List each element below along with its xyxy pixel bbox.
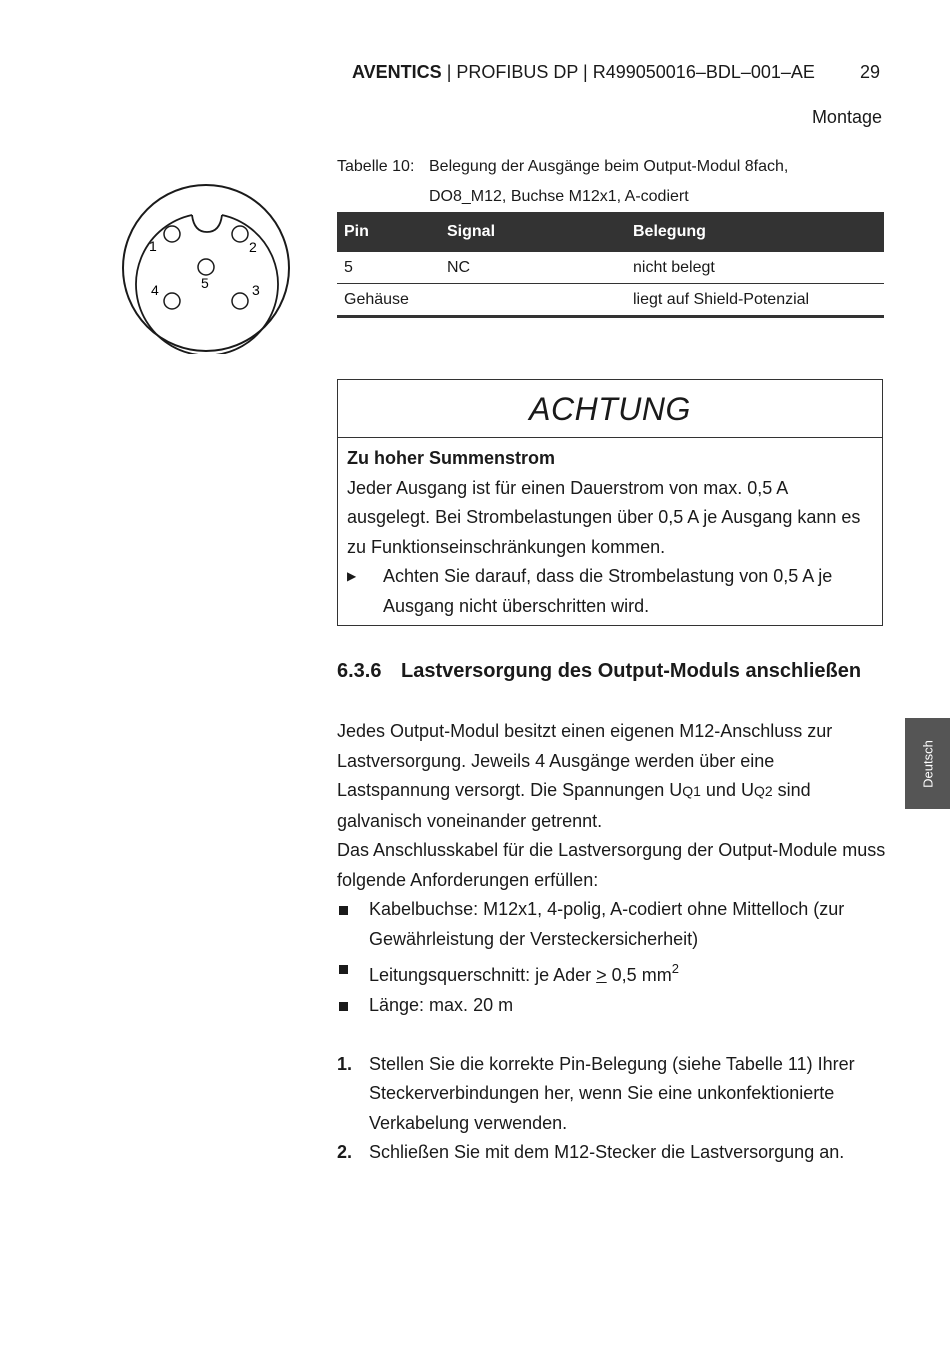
m12-connector-diagram (122, 184, 292, 354)
paragraph-text: Jedes Output-Modul besitzt einen eigenen M12-Anschluss zur Lastversorgung. Jeweils 4 Ausgänge werden über eine Lastspannung versorgt. Die Spannungen U (337, 721, 833, 800)
list-item-text: Kabelbuchse: M12x1, 4-polig, A-codiert ohne Mittelloch (zur Gewährleistung der Versteckersicherheit) (369, 899, 845, 949)
pin-label-2: 2 (249, 239, 257, 255)
list-item-text: Länge: max. 20 m (369, 994, 514, 1015)
pin-label-4: 4 (151, 282, 159, 298)
warning-body (338, 438, 882, 621)
step-item (337, 1050, 887, 1139)
table-caption-text: Belegung der Ausgänge beim Output-Modul 8fach, DO8_M12, Buchse M12x1, A-codiert (429, 158, 789, 205)
greater-equal-sign: > (596, 965, 607, 985)
table-cell-pin: Gehäuse (337, 284, 440, 317)
table-row (337, 284, 884, 317)
language-tab-label: Deutsch (920, 739, 935, 788)
table-cell-signal (440, 284, 626, 317)
warning-heading: Zu hoher Summenstrom (347, 448, 556, 468)
step-text: Schließen Sie mit dem M12-Stecker die Lastversorgung an. (369, 1142, 845, 1162)
square-bullet-icon (339, 906, 348, 915)
header-doc-info: | PROFIBUS DP | R499050016–BDL–001–AE (441, 62, 815, 82)
requirements-list (337, 895, 887, 1020)
list-item (337, 895, 887, 954)
voltage-subscript: Q1 (682, 783, 701, 799)
list-item-text: Leitungsquerschnitt: je Ader (369, 965, 597, 985)
column-header-belegung: Belegung (626, 212, 884, 252)
table-cell-belegung: nicht belegt (626, 252, 884, 284)
list-item-text: 0,5 mm (606, 965, 672, 985)
superscript: 2 (671, 961, 679, 976)
table-header-row (337, 212, 884, 252)
table-caption-label: Tabelle 10: (337, 158, 415, 175)
column-header-pin: Pin (337, 212, 440, 252)
section-number: 6.3.6 (337, 660, 382, 682)
square-bullet-icon (339, 965, 348, 974)
table-cell-pin: 5 (337, 252, 440, 284)
pin-label-1: 1 (149, 238, 157, 254)
pin-label-3: 3 (252, 282, 260, 298)
paragraph-text: und U (700, 780, 754, 800)
header-brand: AVENTICS (352, 62, 442, 82)
table-cell-signal: NC (440, 252, 626, 284)
body-text (337, 717, 887, 1168)
pin-label-5: 5 (201, 275, 209, 291)
warning-text: Jeder Ausgang ist für einen Dauerstrom von max. 0,5 A ausgelegt. Bei Strombelastungen über 0,5 A je Ausgang kann es zu Funktionseinschränkungen kommen. (347, 477, 861, 557)
step-number: 2. (337, 1142, 353, 1162)
paragraph-text: sind galvanisch voneinander getrennt. (337, 780, 811, 831)
page-number: 29 (860, 62, 881, 82)
warning-action-text: Achten Sie darauf, dass die Strombelastung von 0,5 A je Ausgang nicht überschritten wird. (383, 566, 833, 616)
section-title: Lastversorgung des Output-Moduls anschließen (401, 660, 862, 682)
table-cell-belegung: liegt auf Shield-Potenzial (626, 284, 884, 317)
list-item (337, 991, 887, 1021)
paragraph: Das Anschlusskabel für die Lastversorgung der Output-Module muss folgende Anforderungen erfüllen: (337, 840, 886, 890)
warning-action (347, 562, 872, 621)
table-row (337, 252, 884, 284)
step-item (337, 1138, 887, 1168)
warning-title: ACHTUNG (338, 380, 882, 438)
paragraph (337, 717, 887, 836)
section-heading (337, 660, 861, 683)
instruction-steps (337, 1050, 887, 1168)
running-header (352, 62, 815, 83)
column-header-signal: Signal (440, 212, 626, 252)
pin-assignment-table (337, 212, 884, 318)
square-bullet-icon (339, 1002, 348, 1011)
step-number: 1. (337, 1053, 353, 1074)
warning-box (337, 379, 883, 626)
triangle-right-icon: ▶ (347, 569, 357, 583)
voltage-subscript: Q2 (753, 783, 773, 799)
section-name: Montage (811, 107, 882, 127)
step-text: Stellen Sie die korrekte Pin-Belegung (siehe Tabelle 11) Ihrer Steckerverbindungen her, wenn Sie eine unkonfektionierte Verkabelung verwenden. (369, 1053, 855, 1133)
language-tab (905, 718, 950, 809)
list-item (337, 954, 887, 991)
